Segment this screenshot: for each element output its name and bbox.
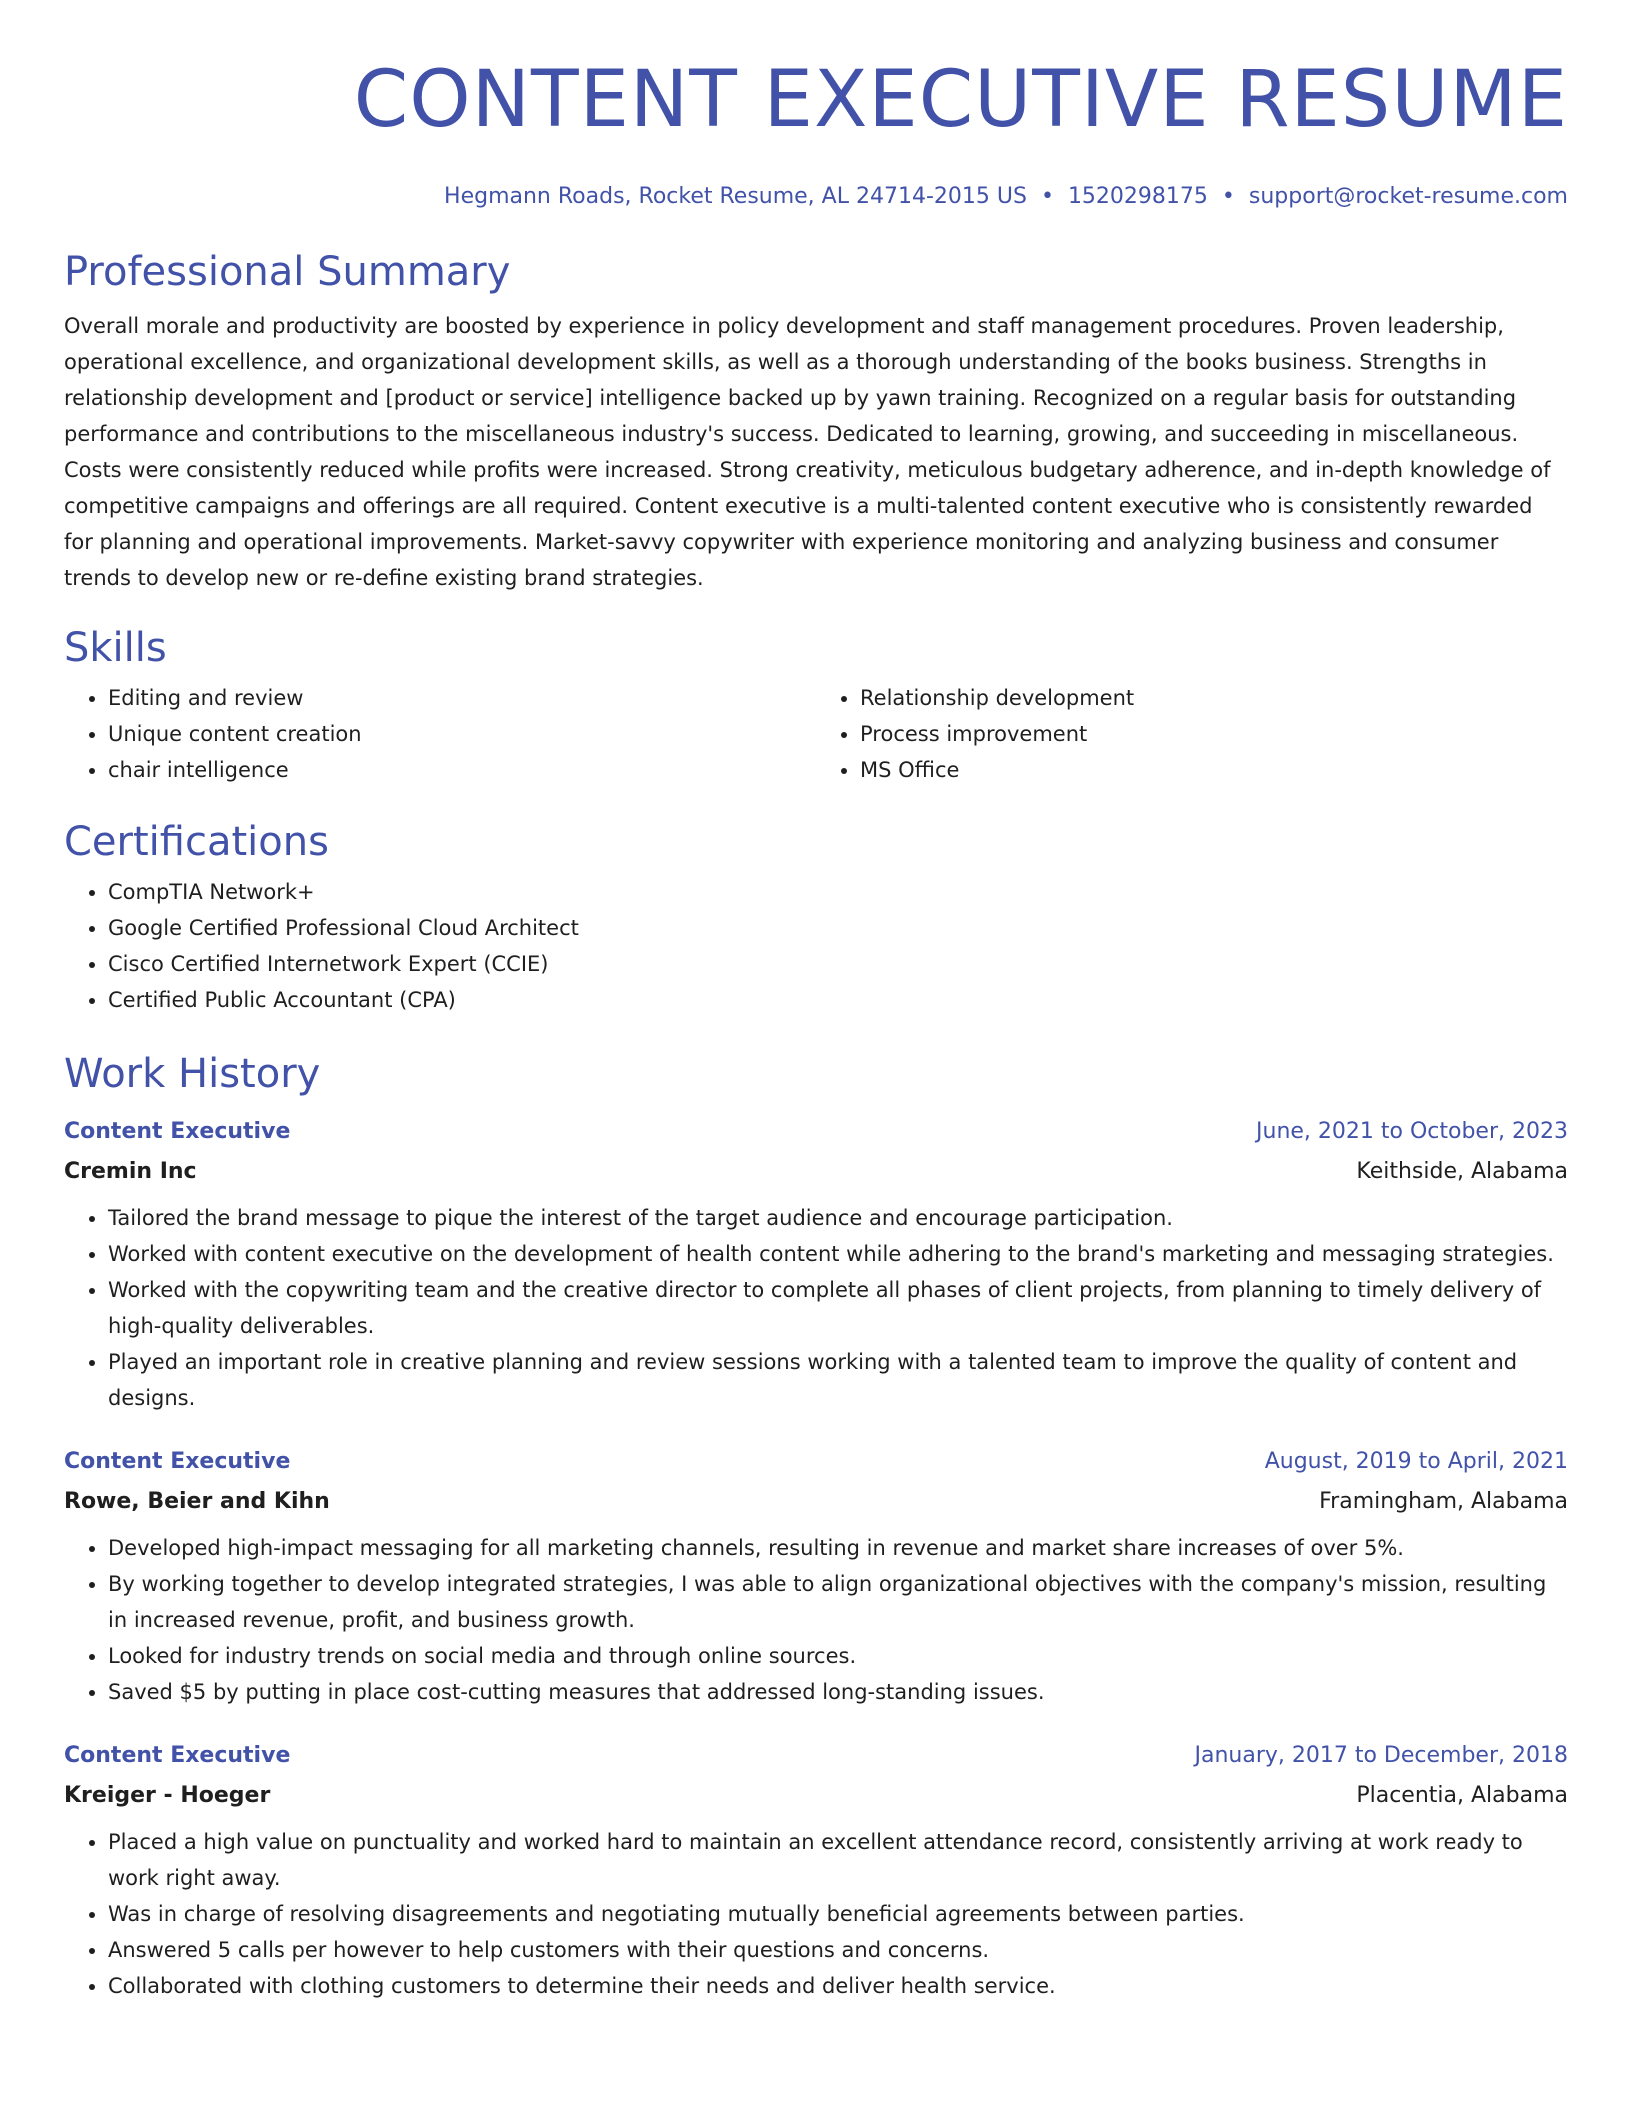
job-bullets — [64, 1200, 1568, 1416]
job-bullet: • Looked for industry trends on social media and through online sources. — [108, 1638, 1568, 1674]
job-location: Framingham, Alabama — [1319, 1489, 1568, 1514]
work-history-heading: Work History — [64, 1051, 321, 1097]
job-bullet: • Answered 5 calls per however to help customers with their questions and concerns. — [108, 1932, 1568, 1968]
job-dates: June, 2021 to October, 2023 — [1256, 1119, 1568, 1144]
job-role: Content Executive — [64, 1743, 291, 1768]
job-company-row — [64, 1152, 1568, 1192]
certification-item: • Google Certified Professional Cloud Architect — [108, 910, 1568, 946]
job-role: Content Executive — [64, 1119, 291, 1144]
job-dates: January, 2017 to December, 2018 — [1194, 1743, 1568, 1768]
job-dates: August, 2019 to April, 2021 — [1264, 1449, 1568, 1474]
job-bullets — [64, 1530, 1568, 1710]
certification-item: • Certified Public Accountant (CPA) — [108, 982, 1568, 1018]
skills-list — [64, 680, 1568, 788]
resume-page — [64, 0, 1568, 2004]
job-header-row — [64, 1442, 1568, 1482]
resume-title: CONTENT EXECUTIVE RESUME — [353, 55, 1568, 145]
skills-column-right — [816, 680, 1568, 788]
skills-column-left — [64, 680, 816, 788]
skill-item: • Editing and review — [108, 680, 816, 716]
job-bullet: • Worked with content executive on the development of health content while adhering to the brand's marketing and messaging strategies. — [108, 1236, 1568, 1272]
job-company-row — [64, 1776, 1568, 1816]
job-header-row — [64, 1736, 1568, 1776]
contact-email[interactable]: support@rocket-resume.com — [1248, 184, 1568, 209]
skill-item: • Unique content creation — [108, 716, 816, 752]
job-bullets — [64, 1824, 1568, 2004]
contact-separator: • — [1040, 184, 1054, 209]
summary-text: Overall morale and productivity are boosted by experience in policy development and staff management procedures. Proven leadership, operational excellence, and organizational development skills, as well as a thorough understanding of the books business. Strengths in relationship development and [product or service] intelligence backed up by yawn training. Recognized on a regular basis for outstanding performance and contributions to the miscellaneous industry's success. Dedicated to learning, growing, and succeeding in miscellaneous. Costs were consistently reduced while profits were increased. Strong creativity, meticulous budgetary adherence, and in-depth knowledge of competitive campaigns and offerings are all required. Content executive is a multi-talented content executive who is consistently rewarded for planning and operational improvements. Market-savvy copywriter with experience monitoring and analyzing business and consumer trends to develop new or re-define existing brand strategies. — [64, 314, 1551, 590]
job-company: Kreiger - Hoeger — [64, 1783, 271, 1808]
summary-heading: Professional Summary — [64, 249, 511, 295]
job-bullet: • Placed a high value on punctuality and worked hard to maintain an excellent attendance record, consistently arriving at work ready to work right away. — [108, 1824, 1568, 1896]
resume-header — [64, 0, 1568, 212]
skill-item: • Process improvement — [860, 716, 1568, 752]
job-bullet: • Played an important role in creative planning and review sessions working with a talented team to improve the quality of content and designs. — [108, 1344, 1568, 1416]
job-bullet: • Worked with the copywriting team and the creative director to complete all phases of client projects, from planning to timely delivery of high-quality deliverables. — [108, 1272, 1568, 1344]
job-entry — [64, 1112, 1568, 1416]
job-location: Placentia, Alabama — [1356, 1783, 1568, 1808]
job-company-row — [64, 1482, 1568, 1522]
job-bullet: • Was in charge of resolving disagreements and negotiating mutually beneficial agreements between parties. — [108, 1896, 1568, 1932]
skills-heading: Skills — [64, 625, 167, 671]
certifications-list — [64, 874, 1568, 1018]
job-bullet: • Collaborated with clothing customers to determine their needs and deliver health service. — [108, 1968, 1568, 2004]
job-bullet: • Developed high-impact messaging for all marketing channels, resulting in revenue and market share increases of over 5%. — [108, 1530, 1568, 1566]
job-company: Rowe, Beier and Kihn — [64, 1489, 330, 1514]
job-location: Keithside, Alabama — [1356, 1159, 1568, 1184]
contact-address: Hegmann Roads, Rocket Resume, AL 24714-2015 US — [444, 184, 1027, 209]
job-bullet: • Tailored the brand message to pique the interest of the target audience and encourage participation. — [108, 1200, 1568, 1236]
certification-item: • Cisco Certified Internetwork Expert (CCIE) — [108, 946, 1568, 982]
skill-item: • chair intelligence — [108, 752, 816, 788]
contact-line — [64, 182, 1568, 212]
job-header-row — [64, 1112, 1568, 1152]
job-entry — [64, 1442, 1568, 1710]
skill-item: • MS Office — [860, 752, 1568, 788]
certification-item: • CompTIA Network+ — [108, 874, 1568, 910]
certifications-heading: Certifications — [64, 819, 329, 865]
job-company: Cremin Inc — [64, 1159, 197, 1184]
skill-item: • Relationship development — [860, 680, 1568, 716]
contact-phone: 1520298175 — [1067, 184, 1208, 209]
job-entry — [64, 1736, 1568, 2004]
job-bullet: • By working together to develop integrated strategies, I was able to align organizational objectives with the company's mission, resulting in increased revenue, profit, and business growth. — [108, 1566, 1568, 1638]
job-role: Content Executive — [64, 1449, 291, 1474]
contact-separator: • — [1221, 184, 1235, 209]
job-bullet: • Saved $5 by putting in place cost-cutting measures that addressed long-standing issues. — [108, 1674, 1568, 1710]
